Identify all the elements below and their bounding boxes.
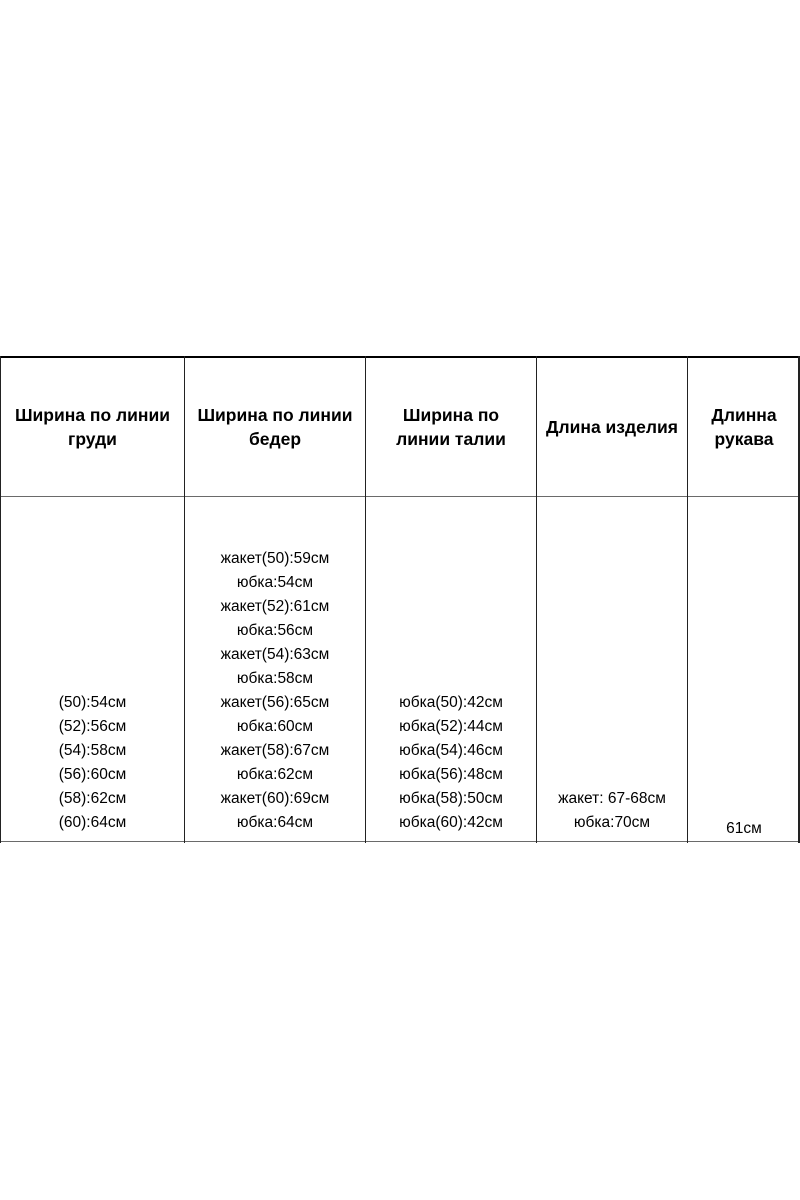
- header-hip-width: Ширина по линии бедер: [197, 405, 353, 449]
- table-cell: (54):58см: [58, 742, 127, 759]
- table-bottom-border: [0, 841, 800, 842]
- chest-width-values: [1, 497, 184, 835]
- header-product-length: Длина изделия: [546, 417, 678, 437]
- table-cell: (50):54см: [58, 694, 127, 711]
- table-cell: (52):56см: [58, 718, 127, 735]
- table-cell: 61см: [726, 820, 762, 837]
- header-sleeve-length: Длинна рукава: [711, 405, 777, 449]
- table-cell: юбка:62см: [236, 766, 314, 783]
- table-cell: жакет(58):67см: [220, 742, 330, 759]
- table-cell: (60):64см: [58, 814, 127, 831]
- table-cell: юбка:56см: [236, 622, 314, 639]
- table-cell: юбка(56):48см: [399, 766, 503, 783]
- table-cell: юбка(52):44см: [399, 718, 503, 735]
- table-cell: жакет(54):63см: [220, 646, 330, 663]
- table-cell: юбка:60см: [236, 718, 314, 735]
- table-cell: жакет(56):65см: [220, 694, 330, 711]
- table-cell: жакет(50):59см: [220, 550, 330, 567]
- table-cell: жакет: 67-68см: [558, 790, 666, 807]
- table-cell: юбка(60):42см: [399, 814, 503, 831]
- sleeve-length-values: [688, 497, 800, 835]
- header-waist-width: Ширина по линии талии: [396, 405, 506, 449]
- size-table: [0, 356, 800, 843]
- table-cell: юбка:54см: [236, 574, 314, 591]
- product-length-values: [537, 497, 687, 835]
- table-cell: жакет(52):61см: [220, 598, 330, 615]
- waist-width-values: [366, 497, 536, 835]
- table-cell: юбка:58см: [236, 670, 314, 687]
- table-cell: юбка:64см: [236, 814, 314, 831]
- table-cell: юбка(58):50см: [399, 790, 503, 807]
- table-cell: жакет(60):69см: [220, 790, 330, 807]
- header-chest-width: Ширина по линии груди: [14, 405, 171, 449]
- table-cell: (58):62см: [58, 790, 127, 807]
- table-cell: юбка(54):46см: [399, 742, 503, 759]
- table-cell: юбка(50):42см: [399, 694, 503, 711]
- table-cell: (56):60см: [58, 766, 127, 783]
- table-cell: юбка:70см: [573, 814, 651, 831]
- hip-width-values: [185, 497, 365, 835]
